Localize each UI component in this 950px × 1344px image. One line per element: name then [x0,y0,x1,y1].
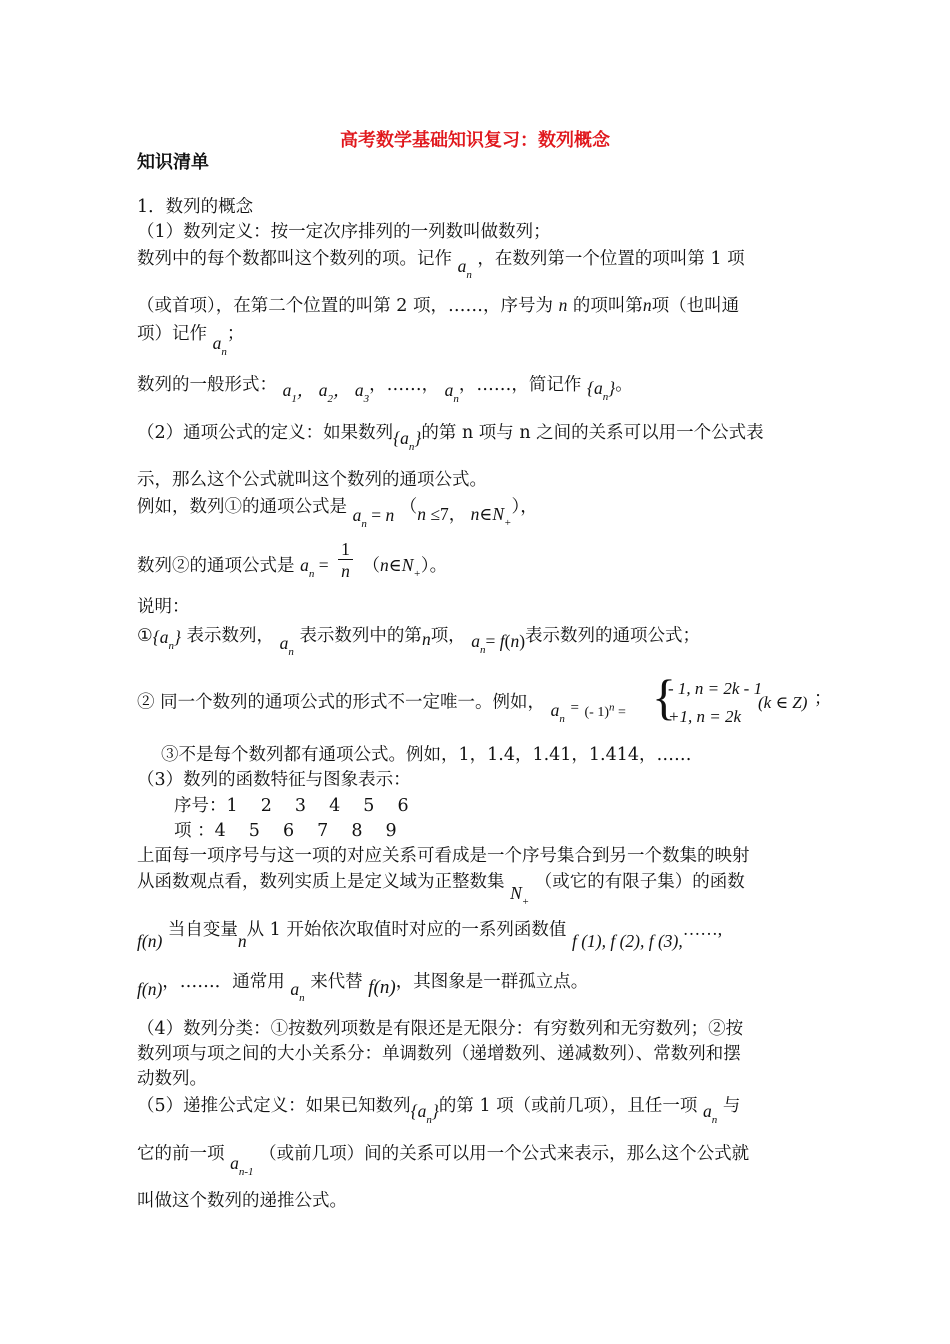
math-an-eq-fn: $a_n= f(n)$ [471,631,526,656]
text: ，其图象是一群孤立点。 [395,972,589,992]
math-condition: $n\in N_+$ [379,555,421,580]
para-classification: （4）数列分类：①按数列项数是有限还是无限分：有穷数列和无穷数列；②按 [137,1019,744,1039]
math-an: $a_n$ [550,699,565,725]
math-f-values: f (1), f (2), f (3), [571,931,683,951]
text: 表示数列， [186,626,275,646]
math-an: $a_n$ [457,256,472,281]
para-recursive [137,1094,740,1125]
para-recursive-2 [137,1142,750,1178]
math-n: n [642,295,652,315]
text: 从函数观点看，数列实质上是定义域为正整数集 [137,872,505,892]
para-example-2 [137,539,448,588]
math-n: n [421,629,431,649]
para-notation [137,970,589,1004]
para-recursive-3: 叫做这个数列的递推公式。 [137,1191,347,1211]
text: 表示数列的通项公式； [525,626,701,646]
math-k-in-z: (k ∈ Z) [758,693,808,712]
math-condition: n ≤7， $n\in N_+$ [417,504,512,529]
text: ，在数列第一个位置的项叫第 1 项 [477,249,745,269]
para-example-1 [137,495,538,530]
text: 来代替 [310,972,363,992]
math-cases-brace: { [652,669,676,725]
math-an-eq-n: $a_n = n$ [352,505,395,530]
heading-1: 1．数列的概念 [137,197,254,217]
para-classification-2: 数列项与项之间的大小关系分：单调数列（递增数列、递减数列）、常数列和摆 [137,1044,741,1064]
para-mapping: 上面每一项序号与这一项的对应关系可看成是一个序号集合到另一个数集的映射 [137,846,750,866]
math-fn: f(n) [137,979,163,999]
para-term-2 [137,294,739,317]
math-eq: = [570,699,579,716]
text: 的项叫第 [572,296,643,316]
text: ① [137,626,153,646]
math-set-an: $\{a_n\}$ [152,627,181,652]
text: 与 [722,1096,741,1116]
math-set-an: $\{a_n\}$ [410,1101,439,1126]
math-an-minus-1: $a_{n-1}$ [230,1153,254,1178]
text: ）， [511,497,538,517]
text: ② 同一个数列的通项公式的形式不一定唯一。例如， [137,692,546,713]
document-title: 高考数学基础知识复习：数列概念 [340,130,610,151]
index-row: 序号：1 2 3 4 5 6 [174,796,409,816]
math-fn: f(n) [137,931,163,951]
math-fraction: $\frac{1}{n}$ [338,539,353,582]
text: 数列②的通项公式是 [137,556,295,576]
para-note: 说明： [137,597,190,617]
math-an: $a_n$ [702,1101,718,1126]
para-note-2 [137,688,626,725]
text: （ [362,556,380,576]
math-fn: f(n) [368,977,396,998]
semicolon: ； [814,689,832,709]
text: （或它的有限子集）的函数 [534,872,745,892]
math-neg1-power: (- 1)n = [584,701,626,720]
math-case-1: - 1, n = 2k - 1 [668,679,763,698]
para-term [137,247,745,281]
para-term-3: 项）记作 $a_n$； [137,324,245,358]
math-sequence: $a_1$， $a_2$， $a_3$ [282,380,370,405]
section-heading: 知识清单 [137,152,209,173]
text: ，……．通常用 [162,972,285,992]
text: 它的前一项 [137,1144,225,1164]
text: 项， [430,626,466,646]
para-general-term [137,421,764,452]
math-an: $a_n$ = [300,555,329,580]
text: （ [399,497,418,517]
para-note-1 [137,624,701,658]
term-row: 项 ：4 5 6 7 8 9 [174,821,397,841]
para-definition: （1）数列定义：按一定次序排列的一列数叫做数列； [137,222,551,242]
text: （或前几项）间的关系可以用一个公式来表示，那么这个公式就 [259,1144,750,1164]
math-an: $a_n$ [279,633,294,658]
math-n: n [558,295,568,315]
text: 例如，数列①的通项公式是 [137,497,347,517]
math-case-2: +1, n = 2k [668,707,741,726]
para-classification-3: 动数列。 [137,1069,207,1089]
math-set-an: $\{a_n\}$ [393,428,422,453]
para-general-term-2: 示，那么这个公式就叫这个数列的通项公式。 [137,470,487,490]
text: 从 1 开始依次取值时对应的一系列函数值 [246,920,567,940]
text: 项）记作 [137,324,207,344]
text: 当自变量 [167,920,238,940]
para-function-heading: （3）数列的函数特征与图象表示： [137,770,411,790]
text: 的第 n 项与 n 之间的关系可以用一个公式表 [421,423,764,443]
text: （5）递推公式定义：如果已知数列 [137,1096,411,1116]
ellipsis: ……, [682,919,723,939]
para-function-values [137,918,723,951]
text: 项（也叫通 [651,296,740,316]
para-general-form: 数列的一般形式： $a_1$， $a_2$， $a_3$，……， $a_n$，……，简记作 $\{a_n\}$。 [137,375,633,405]
text: 数列中的每个数都叫这个数列的项。记作 [137,249,452,269]
math-n-plus: $N_+$ [510,883,530,908]
math-an: $a_n$ [212,333,227,358]
math-an: $a_n$ [290,979,305,1004]
para-note-3: ③不是每个数列都有通项公式。例如，1，1.4，1.41，1.414，…… [161,745,692,765]
text: （或首项），在第二个位置的叫第 2 项，……，序号为 [137,296,554,316]
text: ）。 [420,556,448,576]
para-function-view [137,870,745,908]
text: 数列的一般形式： [137,375,277,395]
text: 的第 1 项（或前几项），且任一项 [438,1096,698,1116]
text: ，简记作 [511,375,582,395]
text: 表示数列中的第 [299,626,422,646]
text: （2）通项公式的定义：如果数列 [137,423,394,443]
math-n: n [237,931,247,951]
math-set-an: $\{a_n\}$ [586,378,616,403]
